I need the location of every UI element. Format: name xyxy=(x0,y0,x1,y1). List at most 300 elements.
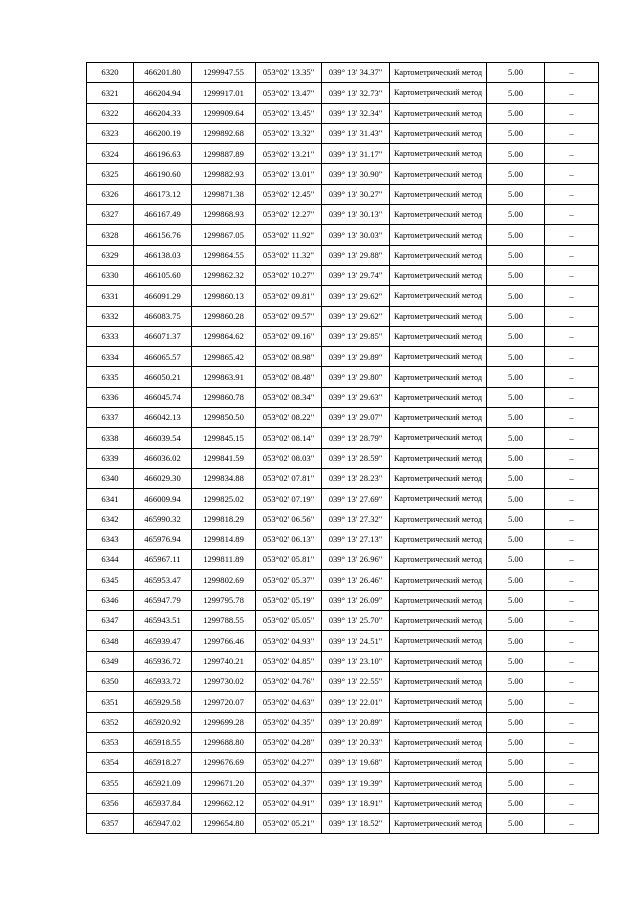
longitude-cell: 039° 13' 23.10" xyxy=(322,651,390,671)
x-coordinate-cell: 466204.94 xyxy=(134,83,192,103)
longitude-cell: 039° 13' 29.07" xyxy=(322,408,390,428)
y-coordinate-cell: 1299947.55 xyxy=(192,63,256,83)
method-cell: Картометрический метод xyxy=(390,590,487,610)
y-coordinate-cell: 1299871.38 xyxy=(192,184,256,204)
accuracy-cell: 5.00 xyxy=(487,712,545,732)
point-number-cell: 6321 xyxy=(87,83,134,103)
point-number-cell: 6333 xyxy=(87,326,134,346)
table-row xyxy=(87,550,599,570)
table-row xyxy=(87,428,599,448)
accuracy-cell: 5.00 xyxy=(487,347,545,367)
method-cell: Картометрический метод xyxy=(390,448,487,468)
note-cell: – xyxy=(545,489,599,509)
accuracy-cell: 5.00 xyxy=(487,144,545,164)
longitude-cell: 039° 13' 31.17" xyxy=(322,144,390,164)
table-row xyxy=(87,306,599,326)
table-row xyxy=(87,184,599,204)
x-coordinate-cell: 466065.57 xyxy=(134,347,192,367)
note-cell: – xyxy=(545,387,599,407)
x-coordinate-cell: 466045.74 xyxy=(134,387,192,407)
accuracy-cell: 5.00 xyxy=(487,367,545,387)
point-number-cell: 6354 xyxy=(87,753,134,773)
accuracy-cell: 5.00 xyxy=(487,671,545,691)
x-coordinate-cell: 465920.92 xyxy=(134,712,192,732)
x-coordinate-cell: 465918.55 xyxy=(134,732,192,752)
point-number-cell: 6356 xyxy=(87,793,134,813)
y-coordinate-cell: 1299892.68 xyxy=(192,123,256,143)
x-coordinate-cell: 465929.58 xyxy=(134,692,192,712)
accuracy-cell: 5.00 xyxy=(487,732,545,752)
latitude-cell: 053°02' 07.19" xyxy=(256,489,322,509)
latitude-cell: 053°02' 13.35" xyxy=(256,63,322,83)
accuracy-cell: 5.00 xyxy=(487,428,545,448)
table-row xyxy=(87,205,599,225)
longitude-cell: 039° 13' 30.90" xyxy=(322,164,390,184)
note-cell: – xyxy=(545,813,599,833)
y-coordinate-cell: 1299862.32 xyxy=(192,265,256,285)
method-cell: Картометрический метод xyxy=(390,144,487,164)
y-coordinate-cell: 1299860.28 xyxy=(192,306,256,326)
accuracy-cell: 5.00 xyxy=(487,306,545,326)
point-number-cell: 6323 xyxy=(87,123,134,143)
longitude-cell: 039° 13' 29.89" xyxy=(322,347,390,367)
point-number-cell: 6336 xyxy=(87,387,134,407)
accuracy-cell: 5.00 xyxy=(487,570,545,590)
accuracy-cell: 5.00 xyxy=(487,692,545,712)
y-coordinate-cell: 1299676.69 xyxy=(192,753,256,773)
longitude-cell: 039° 13' 27.32" xyxy=(322,509,390,529)
note-cell: – xyxy=(545,265,599,285)
point-number-cell: 6332 xyxy=(87,306,134,326)
longitude-cell: 039° 13' 18.52" xyxy=(322,813,390,833)
note-cell: – xyxy=(545,184,599,204)
x-coordinate-cell: 465933.72 xyxy=(134,671,192,691)
point-number-cell: 6331 xyxy=(87,286,134,306)
table-row xyxy=(87,326,599,346)
longitude-cell: 039° 13' 30.03" xyxy=(322,225,390,245)
method-cell: Картометрический метод xyxy=(390,408,487,428)
y-coordinate-cell: 1299864.55 xyxy=(192,245,256,265)
note-cell: – xyxy=(545,753,599,773)
latitude-cell: 053°02' 04.35" xyxy=(256,712,322,732)
latitude-cell: 053°02' 08.03" xyxy=(256,448,322,468)
accuracy-cell: 5.00 xyxy=(487,245,545,265)
longitude-cell: 039° 13' 29.62" xyxy=(322,286,390,306)
longitude-cell: 039° 13' 29.85" xyxy=(322,326,390,346)
accuracy-cell: 5.00 xyxy=(487,448,545,468)
note-cell: – xyxy=(545,631,599,651)
point-number-cell: 6338 xyxy=(87,428,134,448)
table-row xyxy=(87,468,599,488)
x-coordinate-cell: 466071.37 xyxy=(134,326,192,346)
y-coordinate-cell: 1299860.78 xyxy=(192,387,256,407)
method-cell: Картометрический метод xyxy=(390,245,487,265)
x-coordinate-cell: 465953.47 xyxy=(134,570,192,590)
accuracy-cell: 5.00 xyxy=(487,651,545,671)
table-row xyxy=(87,631,599,651)
accuracy-cell: 5.00 xyxy=(487,509,545,529)
accuracy-cell: 5.00 xyxy=(487,326,545,346)
latitude-cell: 053°02' 06.13" xyxy=(256,529,322,549)
accuracy-cell: 5.00 xyxy=(487,773,545,793)
x-coordinate-cell: 465947.02 xyxy=(134,813,192,833)
latitude-cell: 053°02' 04.27" xyxy=(256,753,322,773)
x-coordinate-cell: 465943.51 xyxy=(134,611,192,631)
table-row xyxy=(87,793,599,813)
note-cell: – xyxy=(545,326,599,346)
y-coordinate-cell: 1299825.02 xyxy=(192,489,256,509)
note-cell: – xyxy=(545,164,599,184)
longitude-cell: 039° 13' 32.34" xyxy=(322,103,390,123)
table-row xyxy=(87,347,599,367)
table-row xyxy=(87,671,599,691)
method-cell: Картометрический метод xyxy=(390,367,487,387)
table-row xyxy=(87,590,599,610)
table-row xyxy=(87,286,599,306)
y-coordinate-cell: 1299841.59 xyxy=(192,448,256,468)
accuracy-cell: 5.00 xyxy=(487,611,545,631)
accuracy-cell: 5.00 xyxy=(487,753,545,773)
note-cell: – xyxy=(545,509,599,529)
latitude-cell: 053°02' 12.45" xyxy=(256,184,322,204)
note-cell: – xyxy=(545,428,599,448)
point-number-cell: 6329 xyxy=(87,245,134,265)
longitude-cell: 039° 13' 31.43" xyxy=(322,123,390,143)
y-coordinate-cell: 1299688.80 xyxy=(192,732,256,752)
x-coordinate-cell: 465936.72 xyxy=(134,651,192,671)
x-coordinate-cell: 466029.30 xyxy=(134,468,192,488)
latitude-cell: 053°02' 13.21" xyxy=(256,144,322,164)
point-number-cell: 6334 xyxy=(87,347,134,367)
x-coordinate-cell: 466167.49 xyxy=(134,205,192,225)
note-cell: – xyxy=(545,590,599,610)
x-coordinate-cell: 465967.11 xyxy=(134,550,192,570)
method-cell: Картометрический метод xyxy=(390,428,487,448)
x-coordinate-cell: 466200.19 xyxy=(134,123,192,143)
y-coordinate-cell: 1299699.28 xyxy=(192,712,256,732)
y-coordinate-cell: 1299845.15 xyxy=(192,428,256,448)
method-cell: Картометрический метод xyxy=(390,265,487,285)
longitude-cell: 039° 13' 34.37" xyxy=(322,63,390,83)
point-number-cell: 6341 xyxy=(87,489,134,509)
note-cell: – xyxy=(545,793,599,813)
longitude-cell: 039° 13' 19.39" xyxy=(322,773,390,793)
x-coordinate-cell: 466156.76 xyxy=(134,225,192,245)
note-cell: – xyxy=(545,712,599,732)
note-cell: – xyxy=(545,367,599,387)
y-coordinate-cell: 1299802.69 xyxy=(192,570,256,590)
note-cell: – xyxy=(545,468,599,488)
method-cell: Картометрический метод xyxy=(390,326,487,346)
table-row xyxy=(87,103,599,123)
x-coordinate-cell: 465937.84 xyxy=(134,793,192,813)
x-coordinate-cell: 466173.12 xyxy=(134,184,192,204)
point-number-cell: 6357 xyxy=(87,813,134,833)
method-cell: Картометрический метод xyxy=(390,286,487,306)
y-coordinate-cell: 1299834.88 xyxy=(192,468,256,488)
point-number-cell: 6339 xyxy=(87,448,134,468)
point-number-cell: 6340 xyxy=(87,468,134,488)
y-coordinate-cell: 1299811.89 xyxy=(192,550,256,570)
longitude-cell: 039° 13' 28.59" xyxy=(322,448,390,468)
y-coordinate-cell: 1299909.64 xyxy=(192,103,256,123)
point-number-cell: 6324 xyxy=(87,144,134,164)
method-cell: Картометрический метод xyxy=(390,103,487,123)
point-number-cell: 6352 xyxy=(87,712,134,732)
method-cell: Картометрический метод xyxy=(390,692,487,712)
y-coordinate-cell: 1299740.21 xyxy=(192,651,256,671)
accuracy-cell: 5.00 xyxy=(487,387,545,407)
y-coordinate-cell: 1299917.01 xyxy=(192,83,256,103)
table-row xyxy=(87,570,599,590)
latitude-cell: 053°02' 11.32" xyxy=(256,245,322,265)
y-coordinate-cell: 1299814.89 xyxy=(192,529,256,549)
method-cell: Картометрический метод xyxy=(390,651,487,671)
latitude-cell: 053°02' 13.47" xyxy=(256,83,322,103)
longitude-cell: 039° 13' 20.33" xyxy=(322,732,390,752)
accuracy-cell: 5.00 xyxy=(487,489,545,509)
x-coordinate-cell: 466036.02 xyxy=(134,448,192,468)
y-coordinate-cell: 1299795.78 xyxy=(192,590,256,610)
point-number-cell: 6347 xyxy=(87,611,134,631)
point-number-cell: 6337 xyxy=(87,408,134,428)
table-row xyxy=(87,225,599,245)
longitude-cell: 039° 13' 26.46" xyxy=(322,570,390,590)
method-cell: Картометрический метод xyxy=(390,83,487,103)
note-cell: – xyxy=(545,773,599,793)
point-number-cell: 6350 xyxy=(87,671,134,691)
longitude-cell: 039° 13' 27.13" xyxy=(322,529,390,549)
point-number-cell: 6335 xyxy=(87,367,134,387)
accuracy-cell: 5.00 xyxy=(487,468,545,488)
latitude-cell: 053°02' 07.81" xyxy=(256,468,322,488)
point-number-cell: 6351 xyxy=(87,692,134,712)
accuracy-cell: 5.00 xyxy=(487,631,545,651)
table-row xyxy=(87,245,599,265)
note-cell: – xyxy=(545,225,599,245)
latitude-cell: 053°02' 04.63" xyxy=(256,692,322,712)
table-row xyxy=(87,813,599,833)
point-number-cell: 6330 xyxy=(87,265,134,285)
accuracy-cell: 5.00 xyxy=(487,265,545,285)
y-coordinate-cell: 1299766.46 xyxy=(192,631,256,651)
accuracy-cell: 5.00 xyxy=(487,408,545,428)
note-cell: – xyxy=(545,611,599,631)
note-cell: – xyxy=(545,144,599,164)
y-coordinate-cell: 1299662.12 xyxy=(192,793,256,813)
point-number-cell: 6348 xyxy=(87,631,134,651)
longitude-cell: 039° 13' 30.13" xyxy=(322,205,390,225)
x-coordinate-cell: 466204.33 xyxy=(134,103,192,123)
method-cell: Картометрический метод xyxy=(390,225,487,245)
y-coordinate-cell: 1299654.80 xyxy=(192,813,256,833)
longitude-cell: 039° 13' 29.80" xyxy=(322,367,390,387)
accuracy-cell: 5.00 xyxy=(487,813,545,833)
point-number-cell: 6322 xyxy=(87,103,134,123)
latitude-cell: 053°02' 04.37" xyxy=(256,773,322,793)
longitude-cell: 039° 13' 29.88" xyxy=(322,245,390,265)
y-coordinate-cell: 1299887.89 xyxy=(192,144,256,164)
y-coordinate-cell: 1299788.55 xyxy=(192,611,256,631)
latitude-cell: 053°02' 04.76" xyxy=(256,671,322,691)
latitude-cell: 053°02' 08.14" xyxy=(256,428,322,448)
y-coordinate-cell: 1299818.29 xyxy=(192,509,256,529)
longitude-cell: 039° 13' 22.55" xyxy=(322,671,390,691)
table-row xyxy=(87,753,599,773)
table-row xyxy=(87,123,599,143)
note-cell: – xyxy=(545,671,599,691)
method-cell: Картометрический метод xyxy=(390,205,487,225)
method-cell: Картометрический метод xyxy=(390,712,487,732)
latitude-cell: 053°02' 08.22" xyxy=(256,408,322,428)
x-coordinate-cell: 465947.79 xyxy=(134,590,192,610)
point-number-cell: 6342 xyxy=(87,509,134,529)
x-coordinate-cell: 466196.63 xyxy=(134,144,192,164)
method-cell: Картометрический метод xyxy=(390,184,487,204)
latitude-cell: 053°02' 05.37" xyxy=(256,570,322,590)
table-row xyxy=(87,692,599,712)
method-cell: Картометрический метод xyxy=(390,813,487,833)
latitude-cell: 053°02' 09.81" xyxy=(256,286,322,306)
note-cell: – xyxy=(545,205,599,225)
point-number-cell: 6326 xyxy=(87,184,134,204)
table-row xyxy=(87,367,599,387)
y-coordinate-cell: 1299867.05 xyxy=(192,225,256,245)
point-number-cell: 6355 xyxy=(87,773,134,793)
note-cell: – xyxy=(545,63,599,83)
accuracy-cell: 5.00 xyxy=(487,225,545,245)
longitude-cell: 039° 13' 18.91" xyxy=(322,793,390,813)
latitude-cell: 053°02' 11.92" xyxy=(256,225,322,245)
longitude-cell: 039° 13' 32.73" xyxy=(322,83,390,103)
table-row xyxy=(87,83,599,103)
table-row xyxy=(87,448,599,468)
note-cell: – xyxy=(545,83,599,103)
point-number-cell: 6349 xyxy=(87,651,134,671)
table-row xyxy=(87,651,599,671)
longitude-cell: 039° 13' 25.70" xyxy=(322,611,390,631)
method-cell: Картометрический метод xyxy=(390,793,487,813)
accuracy-cell: 5.00 xyxy=(487,529,545,549)
method-cell: Картометрический метод xyxy=(390,123,487,143)
method-cell: Картометрический метод xyxy=(390,631,487,651)
x-coordinate-cell: 466138.03 xyxy=(134,245,192,265)
note-cell: – xyxy=(545,245,599,265)
longitude-cell: 039° 13' 28.79" xyxy=(322,428,390,448)
method-cell: Картометрический метод xyxy=(390,63,487,83)
x-coordinate-cell: 466091.29 xyxy=(134,286,192,306)
latitude-cell: 053°02' 13.32" xyxy=(256,123,322,143)
longitude-cell: 039° 13' 27.69" xyxy=(322,489,390,509)
table-row xyxy=(87,164,599,184)
latitude-cell: 053°02' 08.48" xyxy=(256,367,322,387)
latitude-cell: 053°02' 12.27" xyxy=(256,205,322,225)
latitude-cell: 053°02' 05.21" xyxy=(256,813,322,833)
accuracy-cell: 5.00 xyxy=(487,590,545,610)
longitude-cell: 039° 13' 19.68" xyxy=(322,753,390,773)
method-cell: Картометрический метод xyxy=(390,468,487,488)
x-coordinate-cell: 466042.13 xyxy=(134,408,192,428)
y-coordinate-cell: 1299720.07 xyxy=(192,692,256,712)
method-cell: Картометрический метод xyxy=(390,489,487,509)
coordinates-table xyxy=(86,62,599,834)
note-cell: – xyxy=(545,408,599,428)
method-cell: Картометрический метод xyxy=(390,611,487,631)
point-number-cell: 6328 xyxy=(87,225,134,245)
table-row xyxy=(87,773,599,793)
y-coordinate-cell: 1299850.50 xyxy=(192,408,256,428)
method-cell: Картометрический метод xyxy=(390,732,487,752)
latitude-cell: 053°02' 09.57" xyxy=(256,306,322,326)
latitude-cell: 053°02' 04.91" xyxy=(256,793,322,813)
point-number-cell: 6346 xyxy=(87,590,134,610)
x-coordinate-cell: 465921.09 xyxy=(134,773,192,793)
point-number-cell: 6345 xyxy=(87,570,134,590)
point-number-cell: 6325 xyxy=(87,164,134,184)
accuracy-cell: 5.00 xyxy=(487,205,545,225)
latitude-cell: 053°02' 10.27" xyxy=(256,265,322,285)
note-cell: – xyxy=(545,103,599,123)
longitude-cell: 039° 13' 29.62" xyxy=(322,306,390,326)
latitude-cell: 053°02' 13.45" xyxy=(256,103,322,123)
accuracy-cell: 5.00 xyxy=(487,164,545,184)
longitude-cell: 039° 13' 20.89" xyxy=(322,712,390,732)
x-coordinate-cell: 465918.27 xyxy=(134,753,192,773)
latitude-cell: 053°02' 05.05" xyxy=(256,611,322,631)
table-row xyxy=(87,529,599,549)
method-cell: Картометрический метод xyxy=(390,306,487,326)
method-cell: Картометрический метод xyxy=(390,753,487,773)
longitude-cell: 039° 13' 29.74" xyxy=(322,265,390,285)
x-coordinate-cell: 466039.54 xyxy=(134,428,192,448)
accuracy-cell: 5.00 xyxy=(487,123,545,143)
method-cell: Картометрический метод xyxy=(390,773,487,793)
longitude-cell: 039° 13' 26.96" xyxy=(322,550,390,570)
longitude-cell: 039° 13' 30.27" xyxy=(322,184,390,204)
accuracy-cell: 5.00 xyxy=(487,550,545,570)
latitude-cell: 053°02' 04.85" xyxy=(256,651,322,671)
table-row xyxy=(87,611,599,631)
note-cell: – xyxy=(545,550,599,570)
note-cell: – xyxy=(545,306,599,326)
y-coordinate-cell: 1299860.13 xyxy=(192,286,256,306)
note-cell: – xyxy=(545,692,599,712)
note-cell: – xyxy=(545,570,599,590)
latitude-cell: 053°02' 05.81" xyxy=(256,550,322,570)
note-cell: – xyxy=(545,448,599,468)
table-row xyxy=(87,408,599,428)
table-row xyxy=(87,732,599,752)
x-coordinate-cell: 466201.80 xyxy=(134,63,192,83)
longitude-cell: 039° 13' 22.01" xyxy=(322,692,390,712)
point-number-cell: 6327 xyxy=(87,205,134,225)
y-coordinate-cell: 1299864.62 xyxy=(192,326,256,346)
table-row xyxy=(87,489,599,509)
accuracy-cell: 5.00 xyxy=(487,103,545,123)
note-cell: – xyxy=(545,123,599,143)
x-coordinate-cell: 465990.32 xyxy=(134,509,192,529)
latitude-cell: 053°02' 04.28" xyxy=(256,732,322,752)
point-number-cell: 6344 xyxy=(87,550,134,570)
x-coordinate-cell: 466083.75 xyxy=(134,306,192,326)
longitude-cell: 039° 13' 29.63" xyxy=(322,387,390,407)
y-coordinate-cell: 1299863.91 xyxy=(192,367,256,387)
x-coordinate-cell: 466009.94 xyxy=(134,489,192,509)
longitude-cell: 039° 13' 28.23" xyxy=(322,468,390,488)
latitude-cell: 053°02' 06.56" xyxy=(256,509,322,529)
method-cell: Картометрический метод xyxy=(390,570,487,590)
method-cell: Картометрический метод xyxy=(390,164,487,184)
